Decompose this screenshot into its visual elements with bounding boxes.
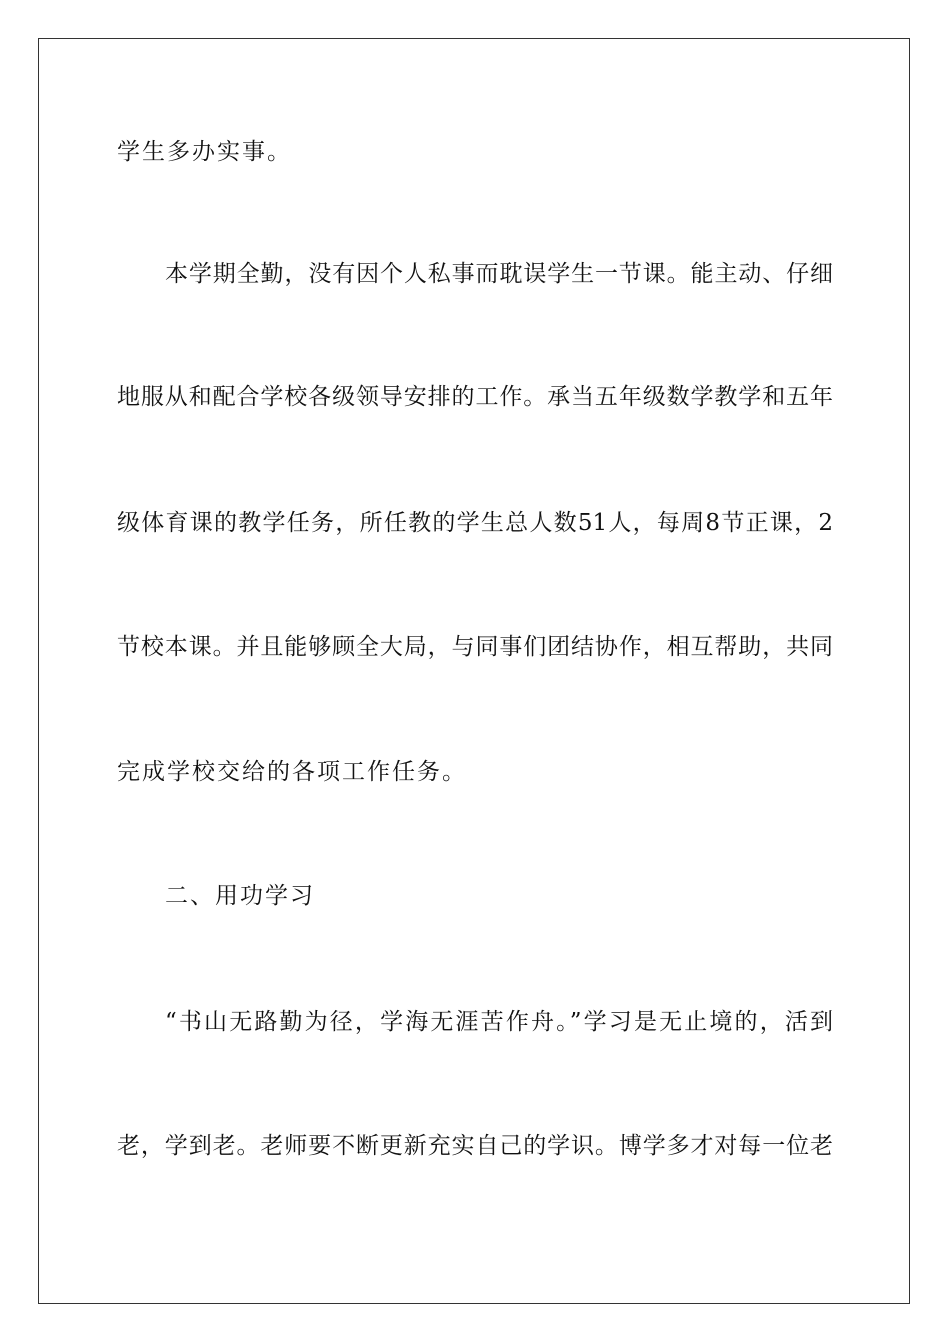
text-line-1: 学生多办实事。 <box>117 139 292 165</box>
page-border <box>38 38 910 1304</box>
quote-line: “书山无路勤为径，学海无涯苦作舟。”学习是无止境的，活到 <box>165 1009 833 1035</box>
paragraph-line-2: 本学期全勤，没有因个人私事而耽误学生一节课。能主动、仔细 <box>165 261 833 287</box>
paragraph-line-9: 老，学到老。老师要不断更新充实自己的学识。博学多才对每一位老 <box>117 1133 833 1159</box>
paragraph-line-6: 完成学校交给的各项工作任务。 <box>117 759 467 785</box>
paragraph-line-4: 级体育课的教学任务，所任教的学生总人数51人，每周8节正课，2 <box>117 510 833 536</box>
paragraph-line-3: 地服从和配合学校各级领导安排的工作。承当五年级数学教学和五年 <box>117 384 833 410</box>
paragraph-line-5: 节校本课。并且能够顾全大局，与同事们团结协作，相互帮助，共同 <box>117 634 833 660</box>
section-heading: 二、用功学习 <box>165 883 315 909</box>
